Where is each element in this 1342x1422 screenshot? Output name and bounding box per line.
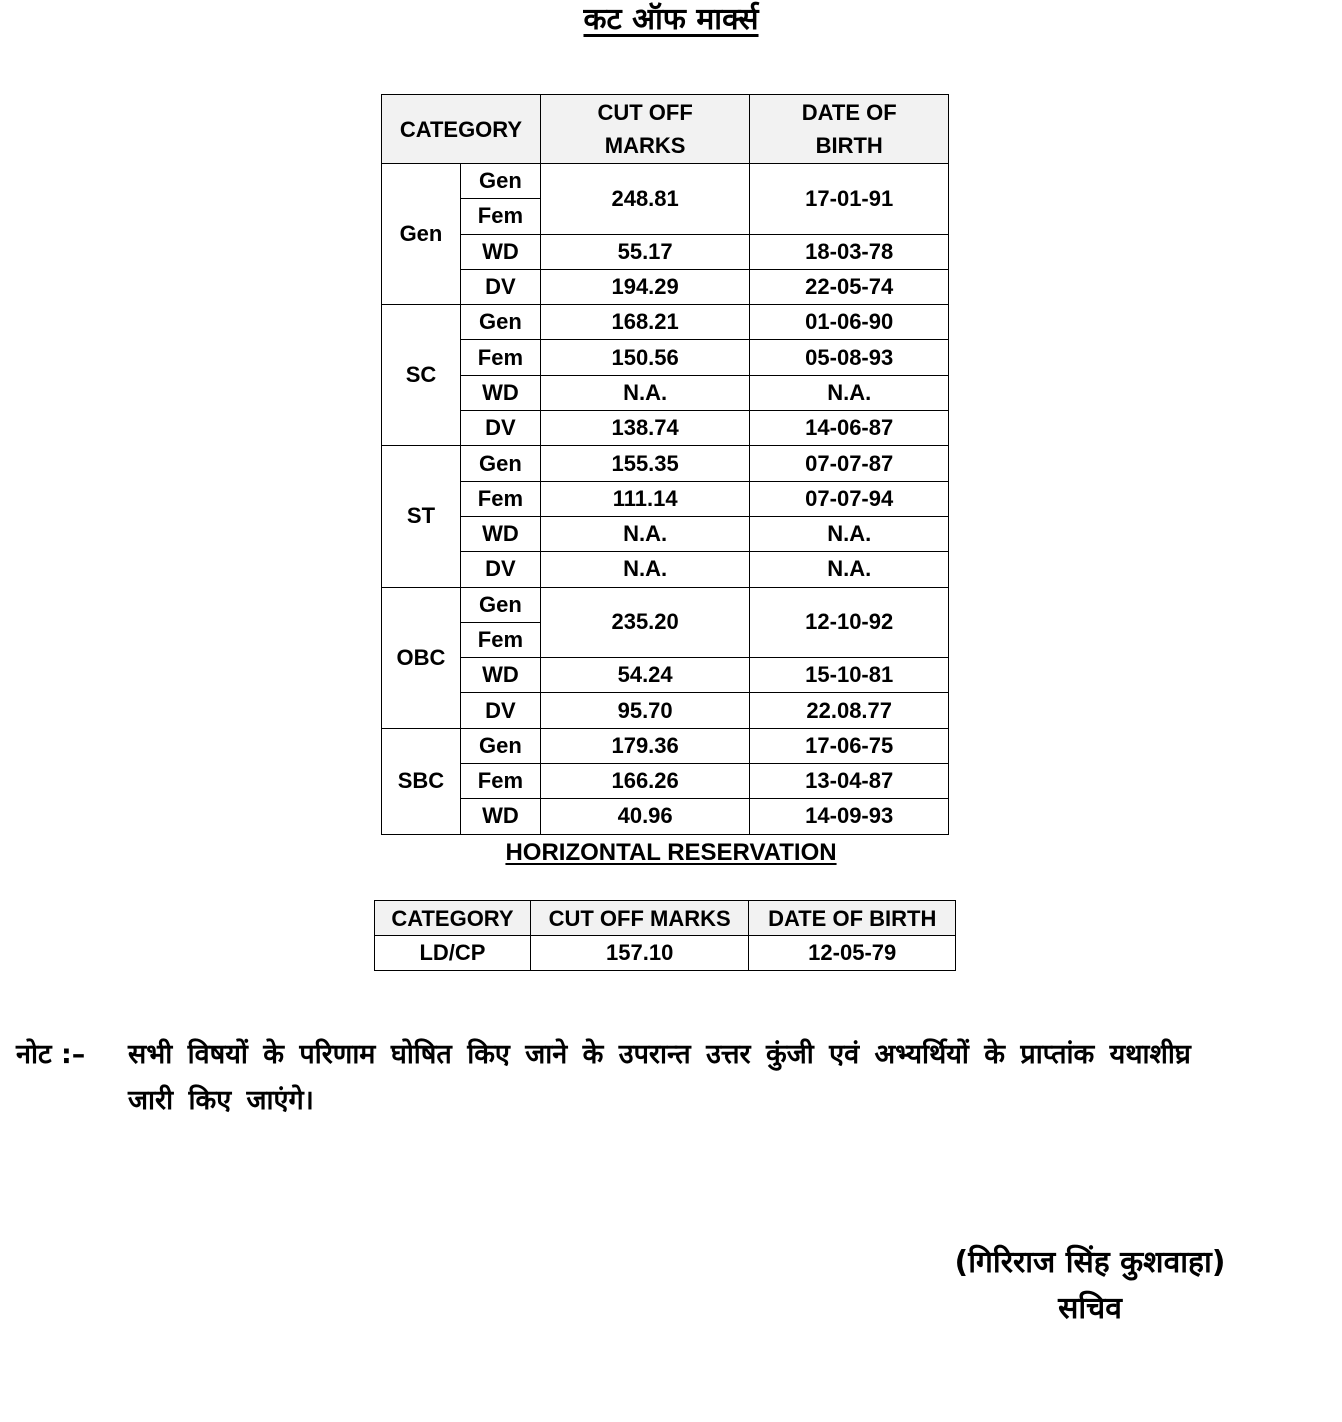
table-row xyxy=(382,269,949,304)
header-cutoff-marks: CUT OFF MARKS xyxy=(540,95,750,164)
dob-cell: N.A. xyxy=(750,552,949,587)
category-cell: SBC xyxy=(382,728,461,834)
table-row xyxy=(382,234,949,269)
dob-cell: 15-10-81 xyxy=(750,658,949,693)
marks-cell: 235.20 xyxy=(540,587,750,658)
dob-cell: 01-06-90 xyxy=(750,305,949,340)
horizontal-reservation-title xyxy=(0,836,1342,870)
subcategory-cell: DV xyxy=(460,411,540,446)
subcategory-cell: Fem xyxy=(460,622,540,657)
marks-cell: 155.35 xyxy=(540,446,750,481)
dob-cell: 22.08.77 xyxy=(750,693,949,728)
marks-cell: 194.29 xyxy=(540,269,750,304)
subcategory-cell: WD xyxy=(460,375,540,410)
marks-cell: 168.21 xyxy=(540,305,750,340)
table-row xyxy=(382,799,949,834)
table-row xyxy=(382,587,949,622)
table-row xyxy=(382,552,949,587)
dob-cell: 12-10-92 xyxy=(750,587,949,658)
page-title-text: कट ऑफ मार्क्स xyxy=(583,2,759,37)
hr-marks-cell: 157.10 xyxy=(530,936,749,971)
table-row xyxy=(382,481,949,516)
subcategory-cell: WD xyxy=(460,516,540,551)
subcategory-cell: WD xyxy=(460,799,540,834)
subcategory-cell: WD xyxy=(460,234,540,269)
subcategory-cell: WD xyxy=(460,658,540,693)
table-row xyxy=(382,516,949,551)
subcategory-cell: DV xyxy=(460,693,540,728)
dob-cell: 22-05-74 xyxy=(750,269,949,304)
table-row xyxy=(375,936,956,971)
cutoff-table xyxy=(381,94,949,835)
page-title xyxy=(0,0,1342,40)
subcategory-cell: Gen xyxy=(460,446,540,481)
dob-cell: 13-04-87 xyxy=(750,764,949,799)
subcategory-cell: Gen xyxy=(460,587,540,622)
note-text: सभी विषयों के परिणाम घोषित किए जाने के उपरान्त उत्तर कुंजी एवं अभ्यर्थियों के प्राप्तांक यथाशीघ्र जारी किए जाएंगे। xyxy=(128,1039,1191,1116)
signatory-designation: सचिव xyxy=(1058,1291,1122,1326)
hr-header-category: CATEGORY xyxy=(375,901,531,936)
table-row xyxy=(382,728,949,763)
signatory-name: (गिरिराज सिंह कुशवाहा) xyxy=(954,1245,1226,1280)
subcategory-cell: DV xyxy=(460,552,540,587)
marks-cell: 95.70 xyxy=(540,693,750,728)
subcategory-cell: Gen xyxy=(460,305,540,340)
header-date-of-birth: DATE OF BIRTH xyxy=(750,95,949,164)
marks-cell: N.A. xyxy=(540,516,750,551)
subcategory-cell: DV xyxy=(460,269,540,304)
marks-cell: 54.24 xyxy=(540,658,750,693)
dob-cell: 14-09-93 xyxy=(750,799,949,834)
dob-cell: 05-08-93 xyxy=(750,340,949,375)
category-cell: Gen xyxy=(382,164,461,305)
signature-block xyxy=(880,1240,1300,1332)
dob-cell: 17-06-75 xyxy=(750,728,949,763)
subcategory-cell: Fem xyxy=(460,764,540,799)
marks-cell: 248.81 xyxy=(540,164,750,235)
table-row xyxy=(382,164,949,199)
hr-header-date-of-birth: DATE OF BIRTH xyxy=(749,901,956,936)
table-row xyxy=(382,446,949,481)
category-cell: ST xyxy=(382,446,461,587)
marks-cell: 55.17 xyxy=(540,234,750,269)
marks-cell: N.A. xyxy=(540,375,750,410)
horizontal-reservation-title-text: HORIZONTAL RESERVATION xyxy=(505,839,837,866)
subcategory-cell: Gen xyxy=(460,728,540,763)
table-row xyxy=(382,764,949,799)
marks-cell: 150.56 xyxy=(540,340,750,375)
subcategory-cell: Fem xyxy=(460,481,540,516)
dob-cell: N.A. xyxy=(750,375,949,410)
dob-cell: N.A. xyxy=(750,516,949,551)
dob-cell: 14-06-87 xyxy=(750,411,949,446)
marks-cell: 179.36 xyxy=(540,728,750,763)
hr-category-cell: LD/CP xyxy=(375,936,531,971)
table-row xyxy=(382,658,949,693)
table-row xyxy=(382,411,949,446)
table-row xyxy=(382,305,949,340)
subcategory-cell: Gen xyxy=(460,164,540,199)
horizontal-reservation-table xyxy=(374,900,956,971)
marks-cell: 111.14 xyxy=(540,481,750,516)
horizontal-table-header xyxy=(375,901,956,936)
marks-cell: N.A. xyxy=(540,552,750,587)
dob-cell: 07-07-87 xyxy=(750,446,949,481)
marks-cell: 166.26 xyxy=(540,764,750,799)
table-row xyxy=(382,375,949,410)
table-row xyxy=(382,340,949,375)
header-category: CATEGORY xyxy=(382,95,541,164)
subcategory-cell: Fem xyxy=(460,340,540,375)
dob-cell: 18-03-78 xyxy=(750,234,949,269)
hr-dob-cell: 12-05-79 xyxy=(749,936,956,971)
note-label: नोट :– xyxy=(16,1039,86,1070)
dob-cell: 17-01-91 xyxy=(750,164,949,235)
dob-cell: 07-07-94 xyxy=(750,481,949,516)
note-block xyxy=(16,1032,1246,1124)
marks-cell: 40.96 xyxy=(540,799,750,834)
cutoff-table-header xyxy=(382,95,949,164)
hr-header-cutoff-marks: CUT OFF MARKS xyxy=(530,901,749,936)
subcategory-cell: Fem xyxy=(460,199,540,234)
table-row xyxy=(382,693,949,728)
marks-cell: 138.74 xyxy=(540,411,750,446)
category-cell: OBC xyxy=(382,587,461,728)
category-cell: SC xyxy=(382,305,461,446)
